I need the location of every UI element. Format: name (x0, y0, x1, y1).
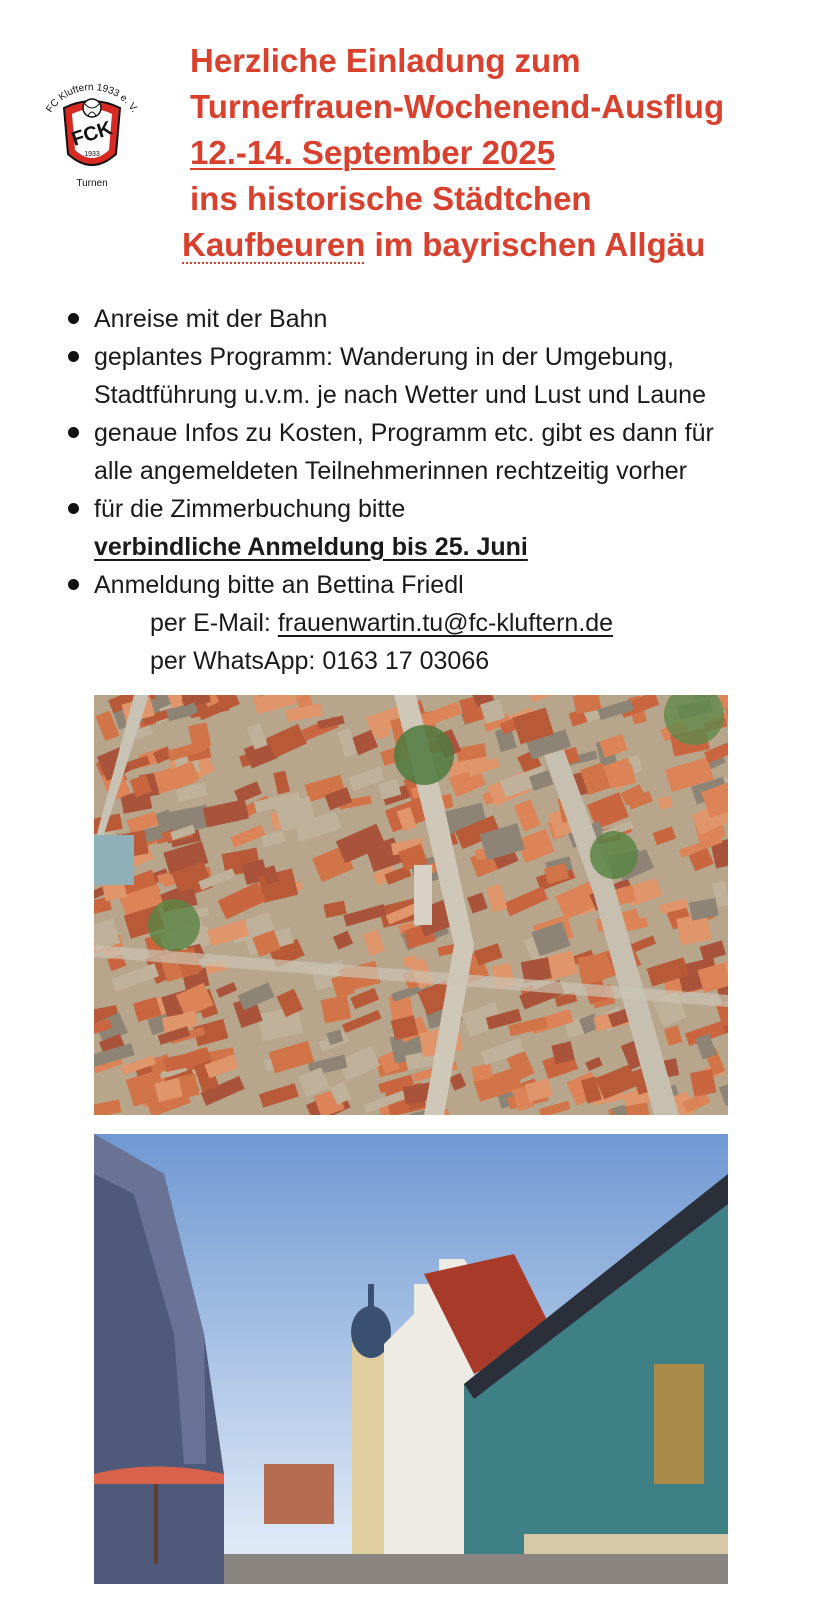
registration-deadline: verbindliche Anmeldung bis 25. Juni (94, 533, 528, 561)
whatsapp-label: per WhatsApp: (150, 647, 323, 675)
title-line-4: ins historische Städtchen (190, 180, 592, 217)
whatsapp-number: 0163 17 03066 (322, 647, 490, 675)
logo-year: 1933 (84, 151, 100, 158)
email-link[interactable]: frauenwartin.tu@fc-kluftern.de (277, 609, 614, 637)
list-item-text: Anreise mit der Bahn (94, 305, 328, 333)
title-region: im bayrischen Allgäu (365, 226, 706, 263)
title-date: 12.-14. September 2025 (190, 134, 556, 171)
list-item-text: geplantes Programm: Wanderung in der Umgebung, (94, 343, 674, 371)
title-line-5 (182, 222, 705, 268)
email-label: per E-Mail: (150, 609, 278, 637)
bullet-icon (68, 503, 79, 514)
logo-badge-text: FCK (69, 117, 115, 151)
title-place: Kaufbeuren (182, 226, 366, 263)
list-item-text: alle angemeldeten Teilnehmerinnen rechtzeitig vorher (94, 457, 687, 485)
logo-arc-text: FC Kluftern 1933 e. V. (44, 81, 140, 115)
street-view-photo (94, 1134, 728, 1584)
bullet-icon (68, 313, 79, 324)
bullet-icon (68, 427, 79, 438)
title-line-2: Turnerfrauen-Wochenend-Ausflug (190, 88, 725, 125)
whatsapp-contact (150, 642, 489, 680)
title-line-1: Herzliche Einladung zum (190, 42, 581, 79)
list-item-text: genaue Infos zu Kosten, Programm etc. gibt es dann für (94, 419, 714, 447)
email-contact (150, 604, 613, 642)
list-item-text: für die Zimmerbuchung bitte (94, 495, 406, 523)
club-logo (30, 68, 154, 192)
logo-bottom-text: Turnen (76, 178, 108, 189)
aerial-town-photo (94, 695, 728, 1115)
list-item-text: Stadtführung u.v.m. je nach Wetter und Lust und Laune (94, 381, 706, 409)
list-item-text: Anmeldung bitte an Bettina Friedl (94, 571, 464, 599)
bullet-icon (68, 579, 79, 590)
bullet-icon (68, 351, 79, 362)
